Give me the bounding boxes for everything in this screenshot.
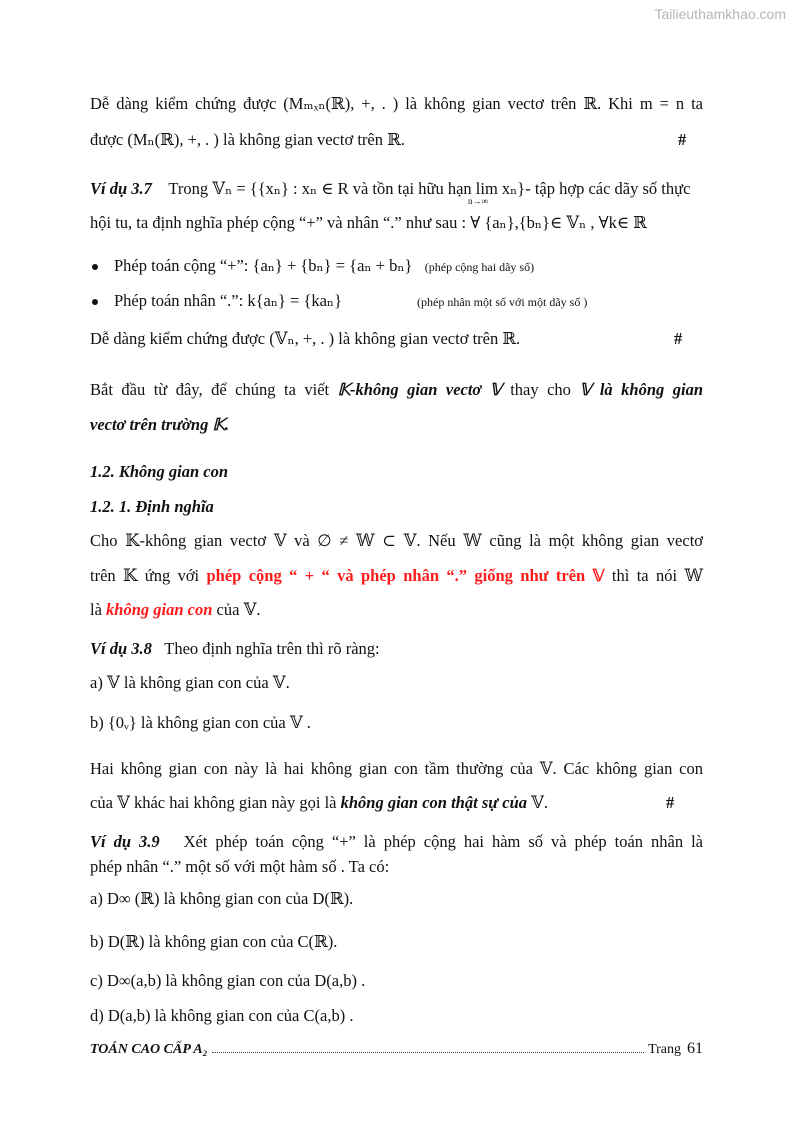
paragraph-line <box>90 793 703 813</box>
paragraph-line: Dễ dàng kiểm chứng được (𝕍ₙ, +, . ) là không gian vectơ trên ℝ. <box>90 329 521 348</box>
paragraph-line: hội tu, ta định nghĩa phép cộng “+” và nhân “.” như sau : ∀ {aₙ},{bₙ}∈ 𝕍ₙ , ∀k∈ ℝ <box>90 213 647 232</box>
example-3-9-line <box>90 832 703 852</box>
paragraph-line: Hai không gian con này là hai không gian con tầm thường của 𝕍. Các không gian con <box>90 759 703 778</box>
example-label: Ví dụ 3.8 <box>90 639 152 658</box>
paragraph-line: Dễ dàng kiểm chứng được (Mₘₓₙ(ℝ), +, . ) là không gian vectơ trên ℝ. Khi m = n ta <box>90 94 703 113</box>
example-label: Ví dụ 3.7 <box>90 179 152 198</box>
text: 𝕍. <box>527 793 549 812</box>
bullet-text: Phép toán nhân “.”: k{aₙ} = {kaₙ} <box>114 291 342 310</box>
paragraph-line: Cho 𝕂-không gian vectơ 𝕍 và ∅ ≠ 𝕎 ⊂ 𝕍. Nếu 𝕎 cũng là một không gian vectơ <box>90 531 703 550</box>
highlight: không gian con <box>106 600 213 619</box>
emphasis: 𝕍 là không gian <box>579 380 704 399</box>
example-text: Theo định nghĩa trên thì rõ ràng: <box>164 639 380 658</box>
page-footer <box>90 1040 703 1058</box>
paragraph-line <box>90 380 703 400</box>
text: là <box>90 600 107 619</box>
example-3-8-line <box>90 639 703 659</box>
subsection-heading: 1.2. 1. Định nghĩa <box>90 497 214 516</box>
example-text: Xét phép toán cộng “+” là phép cộng hai hàm số và phép toán nhân là <box>183 832 703 851</box>
end-mark: # <box>674 329 683 348</box>
highlight: phép cộng “ + “ và phép nhân “.” giống như trên 𝕍 <box>206 566 605 585</box>
example-label: Ví dụ 3.9 <box>90 832 160 851</box>
list-item: a) 𝕍 là không gian con của 𝕍. <box>90 673 290 692</box>
text: của 𝕍. <box>212 600 261 619</box>
limit-subscript: n→∞ <box>468 196 488 206</box>
list-item: c) D∞(a,b) là không gian con của D(a,b) . <box>90 971 366 990</box>
paragraph-line: được (Mₙ(ℝ), +, . ) là không gian vectơ trên ℝ. <box>90 130 405 149</box>
list-item: b) D(ℝ) là không gian con của C(ℝ). <box>90 932 338 951</box>
bullet-icon <box>92 299 98 305</box>
end-mark: # <box>666 793 675 812</box>
bullet-note: (phép nhân một số với một dãy số ) <box>417 295 588 309</box>
end-mark: # <box>678 130 687 149</box>
list-item: d) D(a,b) là không gian con của C(a,b) . <box>90 1006 354 1025</box>
example-text: Trong 𝕍ₙ = {{xₙ} : xₙ ∈ R và tồn tại hữu hạn lim xₙ}- tập hợp các dãy số thực <box>168 179 691 198</box>
bullet-item-multiplication <box>92 291 705 312</box>
watermark: Tailieuthamkhao.com <box>654 6 786 22</box>
bullet-item-addition <box>92 256 705 277</box>
bullet-icon <box>92 264 98 270</box>
text: trên 𝕂 ứng với <box>90 566 207 585</box>
bullet-note: (phép cộng hai dãy số) <box>424 260 535 274</box>
example-3-7-line <box>90 179 703 199</box>
paragraph-line: vectơ trên trường 𝕂. <box>90 415 230 434</box>
text: của 𝕍 khác hai không gian này gọi là <box>90 793 341 812</box>
list-item: b) {0ᵥ} là không gian con của 𝕍 . <box>90 713 311 732</box>
text: thay cho <box>501 380 580 399</box>
footer-title: TOÁN CAO CẤP A₂ <box>90 1042 208 1057</box>
bullet-text: Phép toán cộng “+”: {aₙ} + {bₙ} = {aₙ + bₙ} <box>114 256 413 275</box>
footer-leader-dots <box>212 1052 645 1053</box>
page-label: Trang <box>648 1042 681 1057</box>
paragraph-line <box>90 566 703 586</box>
section-heading: 1.2. Không gian con <box>90 462 228 481</box>
paragraph-line <box>90 600 703 620</box>
paragraph-line: phép nhân “.” một số với một hàm số . Ta có: <box>90 857 390 876</box>
text: thì ta nói 𝕎 <box>604 566 703 585</box>
emphasis: 𝕂-không gian vectơ 𝕍 <box>337 380 502 399</box>
page-number: 61 <box>687 1040 703 1057</box>
text: Bắt đầu từ đây, để chúng ta viết <box>90 380 338 399</box>
emphasis: không gian con thật sự của <box>340 793 527 812</box>
list-item: a) D∞ (ℝ) là không gian con của D(ℝ). <box>90 889 354 908</box>
